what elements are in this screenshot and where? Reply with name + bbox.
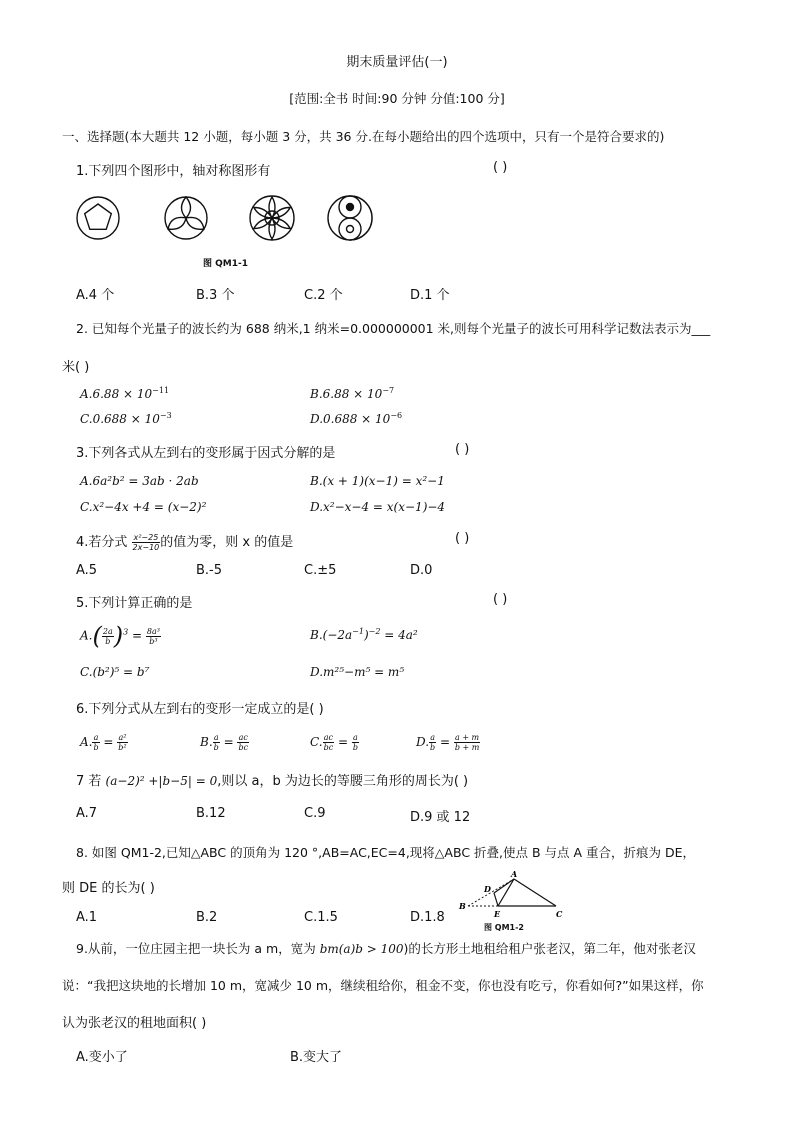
- q6-option-a: A. $\frac{a}{b}$ = $\frac{\text{a²}}{\text{b²}}$: [80, 733, 127, 752]
- q3-option-c: C.x²−4x +4 = (x−2)²: [80, 500, 207, 514]
- q4-option-a: A.5: [76, 563, 98, 578]
- q1-bracket: ( ): [493, 160, 508, 175]
- q1-option-b: B.3 个: [196, 288, 235, 303]
- section-heading: 一、选择题(本大题共 12 小题，每小题 3 分，共 36 分.在每小题给出的四个选项中，只有一个是符合要求的): [62, 129, 665, 144]
- label-a: A: [511, 869, 518, 879]
- q7-option-a: A.7: [76, 806, 98, 821]
- yin-yang-figure: [328, 196, 372, 240]
- q3-bracket: ( ): [455, 442, 470, 457]
- q9-option-b: B.变大了: [290, 1050, 343, 1065]
- q9-option-a: A.变小了: [76, 1050, 128, 1065]
- q8-option-d: D.1.8: [410, 910, 445, 925]
- page-title: 期末质量评估(一): [346, 55, 448, 70]
- q8-option-a: A.1: [76, 910, 98, 925]
- q2-stem-line2: 米( ): [62, 360, 90, 375]
- label-c: C: [556, 909, 563, 919]
- q5-option-c: C.(b²)⁵ = b⁷: [80, 665, 150, 679]
- q3-option-b: B.(x + 1)(x−1) = x²−1: [310, 474, 445, 488]
- q4-fraction: $\frac{\text{x²−25}}{2x-10}$: [132, 533, 160, 552]
- q4-option-b: B.-5: [196, 563, 223, 578]
- q1-option-a: A.4 个: [76, 288, 115, 303]
- q4-option-d: D.0: [410, 563, 433, 578]
- q9-line3: 认为张老汉的租地面积( ): [62, 1016, 207, 1031]
- q8-stem-line1: 8. 如图 QM1-2,已知△ABC 的顶角为 120 °,AB=AC,EC=4,现将△ABC 折叠,使点 B 与点 A 重合，折痕为 DE，: [76, 845, 696, 860]
- q6-stem: 6.下列分式从左到右的变形一定成立的是( ): [76, 702, 324, 717]
- q2-option-d: $D.0.688 \times 10^{-6}$: [310, 411, 403, 426]
- q7-option-c: C.9: [304, 806, 326, 821]
- q7-option-d: D.9 或 12: [410, 810, 471, 825]
- q8-triangle-figure: [456, 866, 576, 922]
- q8-option-c: C.1.5: [304, 910, 338, 925]
- q3-option-d: D.x²−x−4 = x(x−1)−4: [310, 500, 446, 514]
- q2-option-a: $A.6.88 \times 10^{-11}$: [80, 386, 170, 401]
- q7-option-b: B.12: [196, 806, 226, 821]
- three-petal-figure: [165, 197, 207, 239]
- label-b: B: [459, 901, 466, 911]
- label-e: E: [494, 909, 501, 919]
- q8-option-b: B.2: [196, 910, 218, 925]
- q1-figure-caption: 图 QM1-1: [203, 259, 249, 269]
- q9-line1: 9.从前，一位庄园主把一块长为 a m，宽为 bm(a)b > 100)的长方形土地租给租户张老汉，第二年，他对张老汉: [76, 941, 696, 956]
- q5-stem: 5.下列计算正确的是: [76, 596, 193, 611]
- q1-option-d: D.1 个: [410, 288, 450, 303]
- q1-option-c: C.2 个: [304, 288, 343, 303]
- q5-option-a: A.( $\frac{2a}{b}$ )$^3$ = $\frac{\text{8a³}}{\text{b³}}$: [80, 622, 160, 650]
- q4-stem: 4.若分式 $\frac{\text{x²−25}}{2x-10}$ 的值为零，则 x 的值是: [76, 533, 294, 552]
- q5-option-b: $B.(-2a^{-1})^{-2} = 4a^2$: [310, 627, 418, 642]
- six-petal-figure: [250, 196, 294, 240]
- q5-option-d: D.m²⁵−m⁵ = m⁵: [310, 665, 405, 679]
- q8-figure-caption: 图 QM1-2: [484, 923, 524, 932]
- q5-bracket: ( ): [493, 592, 508, 607]
- q7-stem: 7 若 (a−2)² +|b−5| = 0,则以 a，b 为边长的等腰三角形的周长为( ): [76, 774, 469, 789]
- pentagon-circle-figure: [77, 197, 119, 239]
- q4-bracket: ( ): [455, 531, 470, 546]
- q3-option-a: A.6a²b² = 3ab · 2ab: [80, 474, 199, 488]
- q6-option-d: D. $\frac{a}{b}$ = $\frac{a + m}{b + m}$: [416, 733, 480, 752]
- q8-stem-line2: 则 DE 的长为( ): [62, 881, 155, 896]
- q2-option-b: $B.6.88 \times 10^{-7}$: [310, 386, 395, 401]
- q1-stem: 1.下列四个图形中，轴对称图形有: [76, 164, 271, 179]
- q3-stem: 3.下列各式从左到右的变形属于因式分解的是: [76, 446, 336, 461]
- q1-figures: [76, 192, 386, 244]
- q9-line2: 说：“我把这块地的长增加 10 m，宽减少 10 m，继续租给你，租金不变，你也没有吃亏，你看如何?”如果这样，你: [62, 978, 704, 993]
- q6-option-b: B. $\frac{a}{b}$ = $\frac{ac}{bc}$: [200, 733, 249, 752]
- q6-option-c: C. $\frac{ac}{bc}$ = $\frac{a}{b}$: [310, 733, 358, 752]
- label-d: D: [484, 884, 491, 894]
- q2-stem-line1: 2. 已知每个光量子的波长约为 688 纳米,1 纳米=0.000000001 米,则每个光量子的波长可用科学记数法表示为___: [76, 321, 711, 336]
- q2-option-c: $C.0.688 \times 10^{-3}$: [80, 411, 172, 426]
- q4-option-c: C.±5: [304, 563, 337, 578]
- exam-range: [范围:全书 时间:90 分钟 分值:100 分]: [289, 91, 505, 106]
